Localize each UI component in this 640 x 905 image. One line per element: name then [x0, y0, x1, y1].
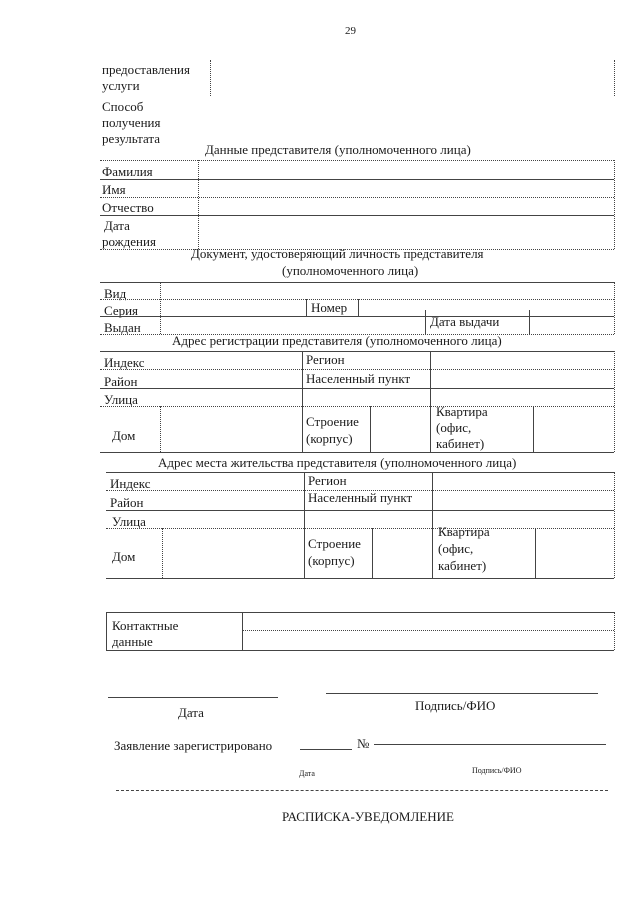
rep-data-right-edge: [614, 160, 615, 249]
signature-caption: Подпись/ФИО: [415, 698, 496, 713]
res-apt-divider: [432, 472, 433, 578]
service-label-line1: предоставления: [102, 62, 190, 77]
res-apt-value-divider: [535, 528, 536, 578]
cut-line: [116, 790, 608, 791]
date-caption: Дата: [178, 705, 204, 720]
number-sign: №: [357, 736, 370, 751]
res-building-label-line1: Строение: [308, 536, 361, 551]
method-label-line2: получения: [102, 115, 161, 130]
contacts-right-edge: [614, 612, 615, 650]
reg-mid-divider: [302, 351, 303, 452]
res-house-divider: [162, 528, 163, 578]
page-number: 29: [345, 25, 356, 37]
reg-street-label: Улица: [104, 392, 138, 407]
rule: [106, 510, 614, 511]
reg-district-label: Район: [104, 374, 138, 389]
res-house-label: Дом: [112, 549, 136, 564]
res-mid-divider: [304, 472, 305, 578]
rule: [100, 160, 614, 161]
date-signature-line: [108, 697, 278, 698]
registration-number-line: [374, 744, 606, 745]
id-doc-right-edge: [614, 282, 615, 334]
cell-divider: [425, 310, 426, 334]
rule: [100, 452, 614, 453]
contacts-divider: [242, 612, 243, 650]
number-label: Номер: [311, 300, 348, 315]
service-divider: [210, 60, 211, 96]
patronymic-label: Отчество: [102, 200, 154, 215]
res-building-label-line2: (корпус): [308, 553, 355, 568]
dob-label-line1: Дата: [104, 218, 130, 233]
reg-building-divider: [370, 406, 371, 452]
service-right-edge: [614, 60, 615, 96]
res-address-heading: Адрес места жительства представителя (уполномоченного лица): [158, 455, 517, 470]
rule: [106, 578, 614, 579]
small-date-caption: Дата: [299, 769, 315, 778]
rule: [100, 179, 614, 180]
reg-settlement-label: Населенный пункт: [306, 371, 411, 386]
name-signature-line: [326, 693, 598, 694]
dob-label-line2: рождения: [102, 234, 156, 249]
id-doc-heading-line1: Документ, удостоверяющий личность представителя: [191, 246, 484, 261]
id-doc-divider: [160, 282, 161, 334]
reg-right-edge: [614, 351, 615, 452]
reg-house-divider: [160, 406, 161, 452]
rule: [100, 282, 614, 283]
contacts-left-edge: [106, 612, 107, 650]
rule: [100, 197, 614, 198]
doc-type-label: Вид: [104, 286, 127, 301]
rule: [100, 351, 614, 352]
res-index-label: Индекс: [110, 476, 151, 491]
res-apt-label-line1: Квартира: [438, 524, 490, 539]
reg-building-label-line1: Строение: [306, 414, 359, 429]
cell-divider: [529, 310, 530, 334]
res-apt-label-line2: (офис,: [438, 541, 474, 556]
reg-address-heading: Адрес регистрации представителя (уполномоченного лица): [172, 333, 502, 348]
small-signature-caption: Подпись/ФИО: [472, 766, 522, 775]
reg-apt-divider: [430, 351, 431, 452]
res-region-label: Регион: [308, 473, 347, 488]
rule: [242, 630, 614, 631]
issue-date-label: Дата выдачи: [430, 314, 500, 329]
reg-apt-label-line2: (офис,: [436, 420, 472, 435]
res-street-label: Улица: [112, 514, 146, 529]
rule: [106, 612, 614, 613]
rule: [106, 528, 614, 529]
issued-by-label: Выдан: [104, 320, 141, 335]
res-apt-label-line3: кабинет): [438, 558, 487, 573]
reg-apt-label-line1: Квартира: [436, 404, 488, 419]
res-settlement-label: Населенный пункт: [308, 490, 413, 505]
cell-divider: [306, 299, 307, 316]
rep-data-heading: Данные представителя (уполномоченного лица): [205, 142, 471, 157]
rule: [100, 369, 614, 370]
rule: [106, 472, 614, 473]
contacts-label-line1: Контактные: [112, 618, 179, 633]
registered-label: Заявление зарегистрировано: [114, 738, 273, 753]
rule: [100, 406, 614, 407]
reg-index-label: Индекс: [104, 355, 145, 370]
reg-apt-label-line3: кабинет): [436, 436, 485, 451]
reg-apt-value-divider: [533, 406, 534, 452]
series-label: Серия: [104, 303, 139, 318]
rule: [100, 215, 614, 216]
rule: [100, 388, 614, 389]
rule: [100, 316, 614, 317]
name-label: Имя: [102, 182, 126, 197]
receipt-title: РАСПИСКА-УВЕДОМЛЕНИЕ: [282, 809, 454, 824]
method-label-line1: Способ: [102, 99, 144, 114]
service-label-line2: услуги: [102, 78, 140, 93]
res-building-divider: [372, 528, 373, 578]
contacts-label-line2: данные: [112, 634, 153, 649]
reg-region-label: Регион: [306, 352, 345, 367]
rep-data-divider: [198, 160, 199, 249]
reg-house-label: Дом: [112, 428, 136, 443]
reg-building-label-line2: (корпус): [306, 431, 353, 446]
res-district-label: Район: [110, 495, 144, 510]
cell-divider: [358, 299, 359, 316]
rule: [106, 650, 614, 651]
id-doc-heading-line2: (уполномоченного лица): [282, 263, 419, 278]
method-label-line3: результата: [102, 131, 161, 146]
res-right-edge: [614, 472, 615, 578]
registration-date-line: [300, 749, 352, 750]
surname-label: Фамилия: [102, 164, 153, 179]
rule: [100, 299, 614, 300]
